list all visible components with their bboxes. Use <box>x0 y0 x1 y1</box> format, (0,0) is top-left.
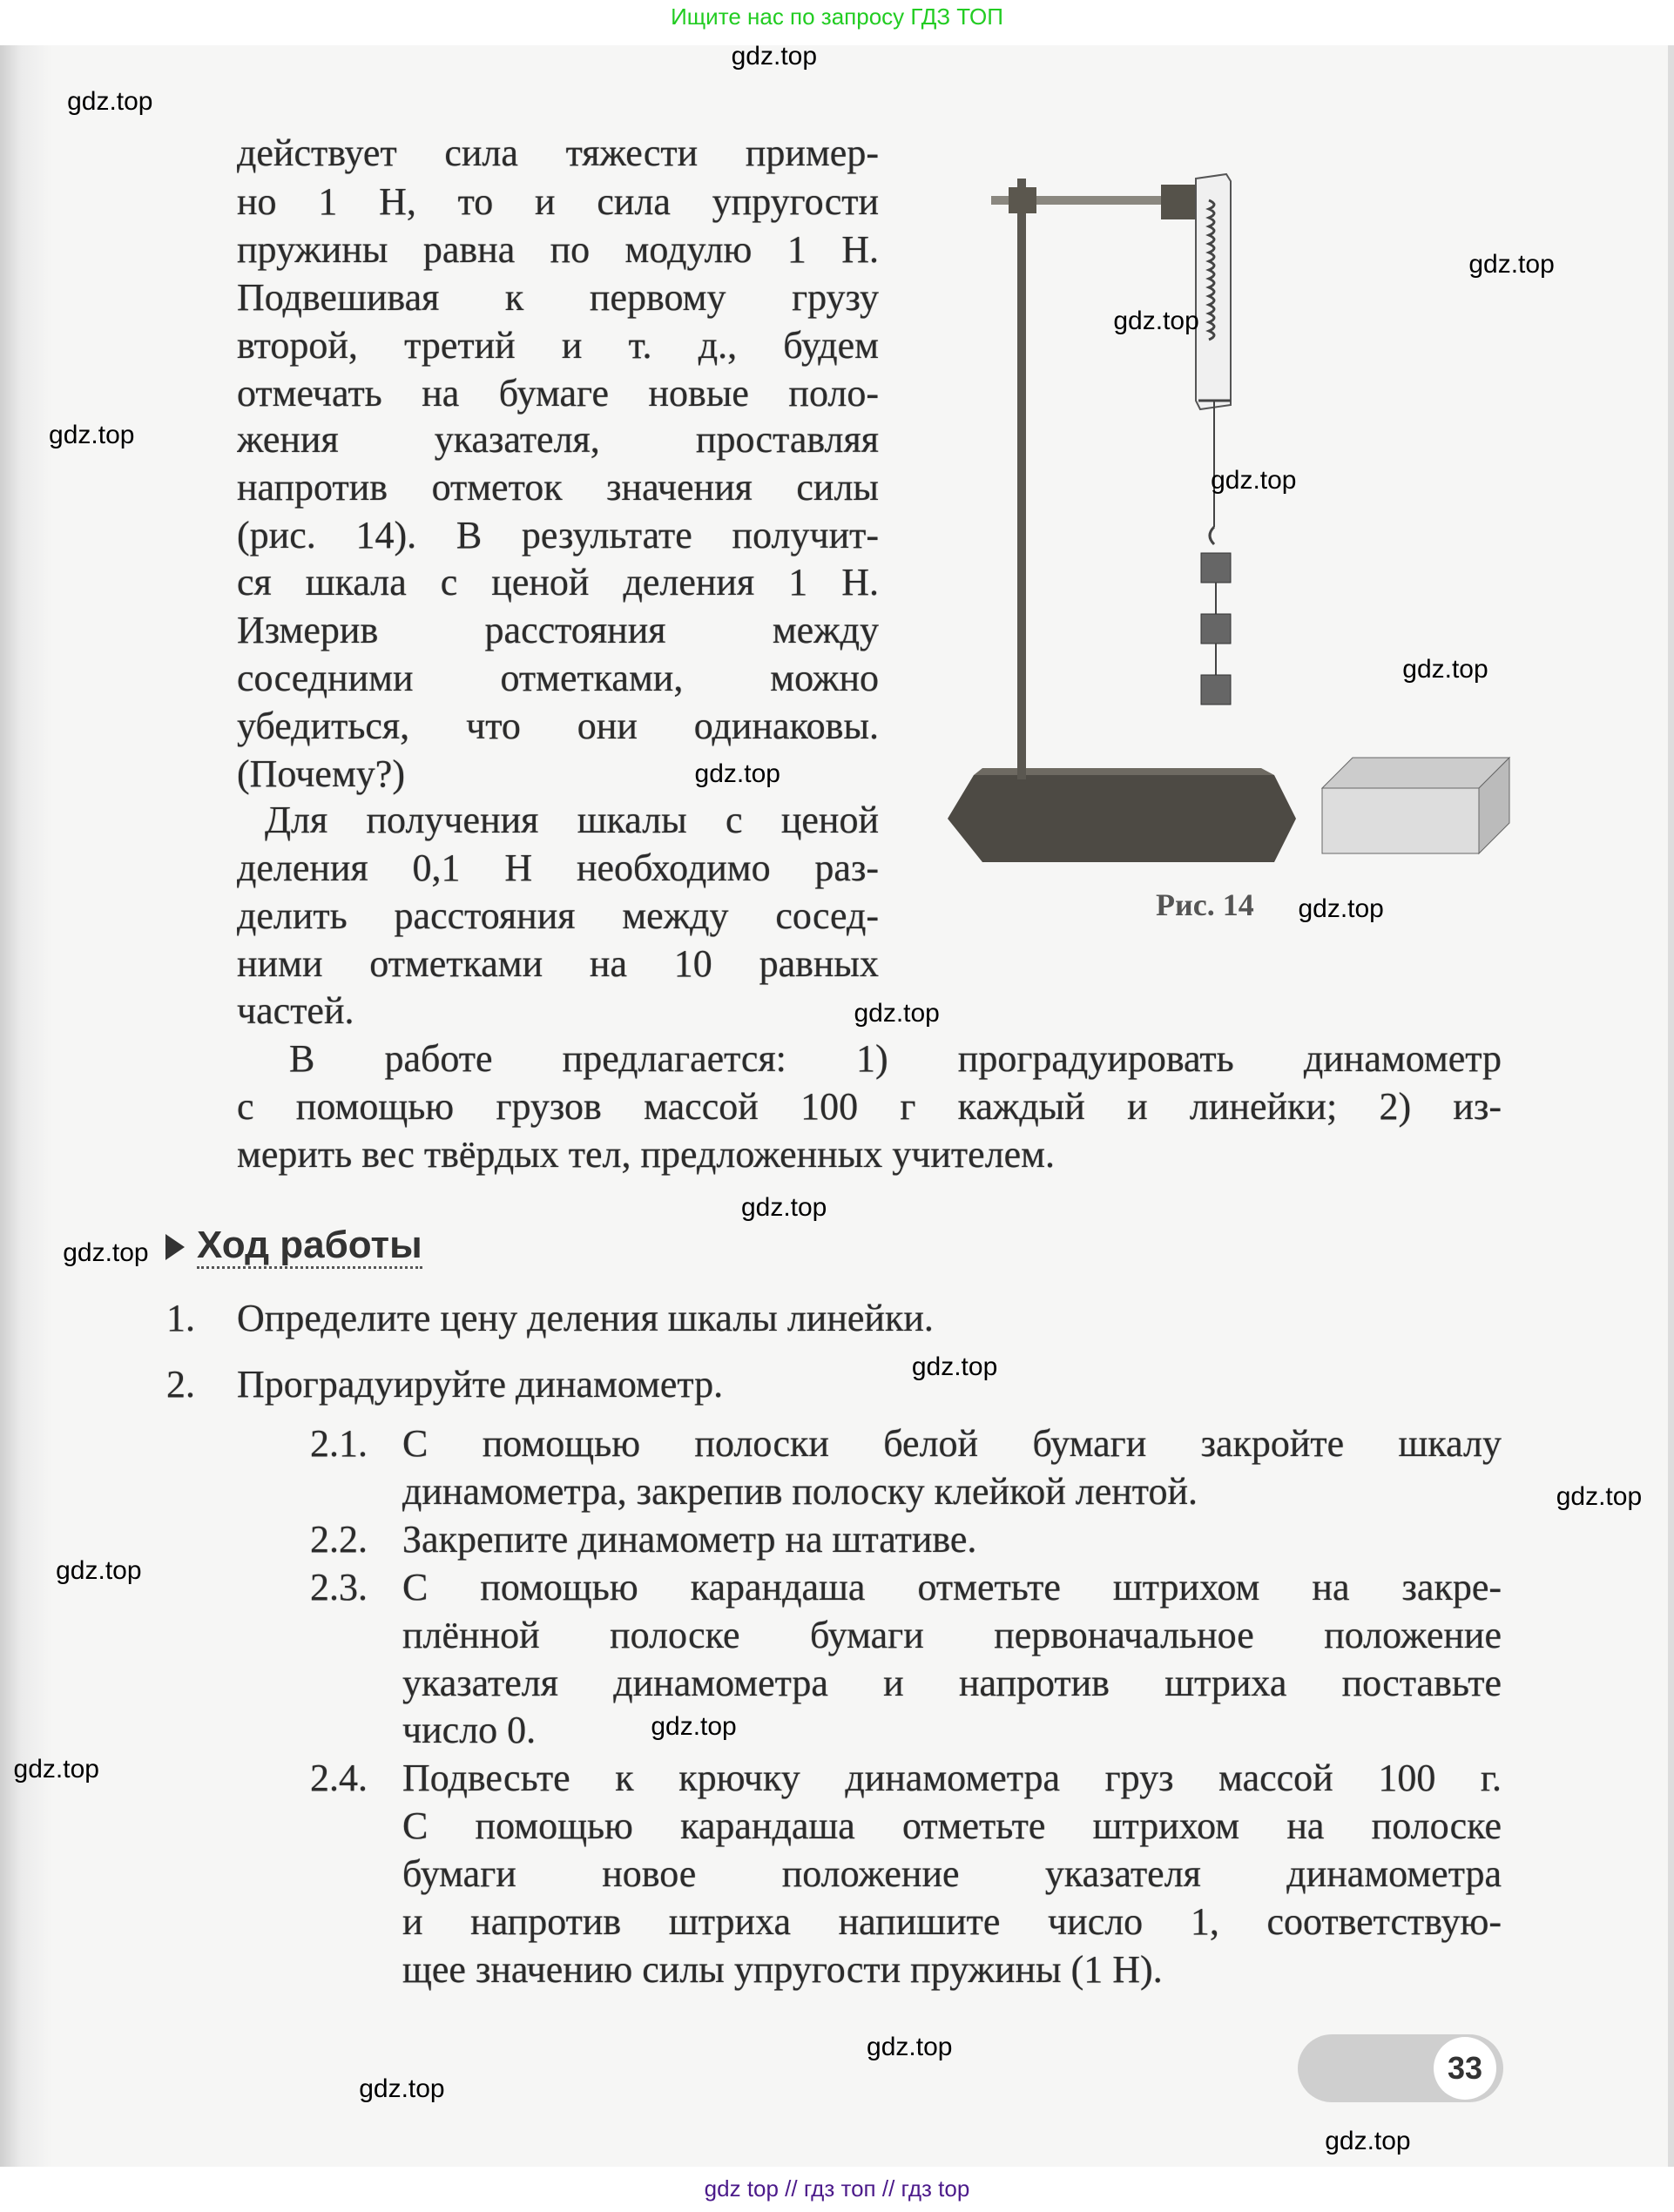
step-text: динамометра, закрепив полоску клейкой лентой. <box>402 1469 1198 1513</box>
figure-caption: Рис. 14 <box>1156 887 1254 922</box>
text-line: делить расстояния между сосед- <box>237 894 879 938</box>
stand-base <box>948 768 1296 862</box>
step-text: С помощью карандаша отметьте штрихом на закре- <box>402 1565 1502 1608</box>
step-text: Закрепите динамометр на штативе. <box>402 1517 977 1561</box>
text-line: ними отметками на 10 равных <box>237 942 879 986</box>
text-line: второй, третий и т. д., будем <box>237 323 879 367</box>
clamp <box>1009 187 1036 213</box>
watermark-link[interactable]: gdz.top <box>359 2074 445 2104</box>
text-line: В работе предлагается: 1) проградуировать динамометр <box>289 1036 1502 1080</box>
step-text: С помощью полоски белой бумаги закройте шкалу <box>402 1421 1502 1465</box>
text-line: с помощью грузов массой 100 г каждый и линейки; 2) из- <box>237 1084 1502 1128</box>
page-number-badge <box>1298 2034 1503 2102</box>
watermark-link[interactable]: gdz.top <box>63 1238 149 1268</box>
watermark-link[interactable]: gdz.top <box>854 999 940 1028</box>
watermark-link[interactable]: gdz.top <box>1113 307 1199 336</box>
page-right-edge <box>1668 45 1674 2167</box>
watermark-link[interactable]: gdz.top <box>740 1193 827 1223</box>
step-text: С помощью карандаша отметьте штрихом на полоске <box>402 1804 1502 1847</box>
watermark-link[interactable]: gdz.top <box>1556 1482 1643 1512</box>
watermark-link[interactable]: gdz.top <box>13 1754 99 1784</box>
text-line: Измерив расстояния между <box>237 608 879 651</box>
text-line: напротив отметок значения силы <box>237 466 879 509</box>
step-text: бумаги новое положение указателя динамометра <box>402 1851 1502 1895</box>
text-line: жения указателя, проставляя <box>237 418 879 462</box>
step-number: 2.3. <box>310 1565 368 1608</box>
watermark-link[interactable]: gdz.top <box>1402 655 1488 685</box>
step-text: Проградуируйте динамометр. <box>237 1362 724 1406</box>
watermark-link[interactable]: gdz.top <box>1298 894 1384 924</box>
watermark-link[interactable]: gdz.top <box>867 2032 953 2061</box>
watermark-link[interactable]: gdz.top <box>911 1352 998 1382</box>
weights <box>1201 553 1231 705</box>
text-line: Подвешивая к первому грузу <box>237 275 879 319</box>
watermark-link[interactable]: gdz.top <box>651 1712 737 1742</box>
text-line: (Почему?) <box>237 752 405 795</box>
heading-text: Ход работы <box>197 1224 422 1269</box>
step-number: 2.4. <box>310 1756 368 1799</box>
watermark-link[interactable]: gdz.top <box>694 759 780 788</box>
watermark-link[interactable]: gdz.top <box>1468 250 1555 280</box>
text-line: соседними отметками, можно <box>237 656 879 699</box>
triangle-bullet-icon <box>165 1234 185 1260</box>
weight-set-box <box>1322 758 1509 853</box>
watermark-link[interactable]: gdz.top <box>1325 2127 1411 2156</box>
footer-links[interactable]: gdz top // гдз топ // гдз top <box>704 2175 970 2202</box>
text-line: деления 0,1 Н необходимо раз- <box>237 846 879 890</box>
text-line: действует сила тяжести пример- <box>237 132 879 175</box>
step-text: указателя динамометра и напротив штриха поставьте <box>402 1662 1502 1705</box>
text-line: отмечать на бумаге новые поло- <box>237 371 879 415</box>
step-number: 2. <box>166 1362 195 1406</box>
text-line: (рис. 14). В результате получит- <box>237 514 879 557</box>
watermark-link[interactable]: gdz.top <box>49 421 135 450</box>
page-number: 33 <box>1434 2037 1496 2100</box>
text-line: мерить вес твёрдых тел, предложенных учителем. <box>237 1132 1056 1176</box>
figure-dynamometer-stand <box>930 139 1514 862</box>
step-text: число 0. <box>402 1708 537 1751</box>
stand-rod <box>1017 179 1026 779</box>
text-line: частей. <box>237 988 354 1032</box>
top-banner[interactable]: Ищите нас по запросу ГДЗ ТОП <box>671 3 1003 30</box>
text-line: но 1 Н, то и сила упругости <box>237 179 879 223</box>
watermark-link[interactable]: gdz.top <box>67 86 153 116</box>
text-line: ся шкала с ценой деления 1 Н. <box>237 560 879 604</box>
text-line: Для получения шкалы с ценой <box>265 799 879 842</box>
step-number: 2.1. <box>310 1421 368 1465</box>
step-text: Подвесьте к крючку динамометра груз массой 100 г. <box>402 1756 1502 1799</box>
text-line: пружины равна по модулю 1 Н. <box>237 227 879 271</box>
step-number: 1. <box>166 1296 195 1339</box>
step-text: Определите цену деления шкалы линейки. <box>237 1296 934 1339</box>
section-heading <box>165 1224 422 1267</box>
text-line: убедиться, что они одинаковы. <box>237 704 879 747</box>
holder <box>1161 185 1196 219</box>
watermark-link[interactable]: gdz.top <box>731 41 818 71</box>
step-number: 2.2. <box>310 1517 368 1561</box>
step-text: и напротив штриха напишите число 1, соответствую- <box>402 1899 1502 1943</box>
page-binding-shadow <box>0 45 52 2167</box>
watermark-link[interactable]: gdz.top <box>1211 466 1297 496</box>
step-text: щее значению силы упругости пружины (1 Н). <box>402 1947 1163 1991</box>
step-text: плённой полоске бумаги первоначальное положение <box>402 1614 1502 1657</box>
watermark-link[interactable]: gdz.top <box>56 1555 142 1585</box>
